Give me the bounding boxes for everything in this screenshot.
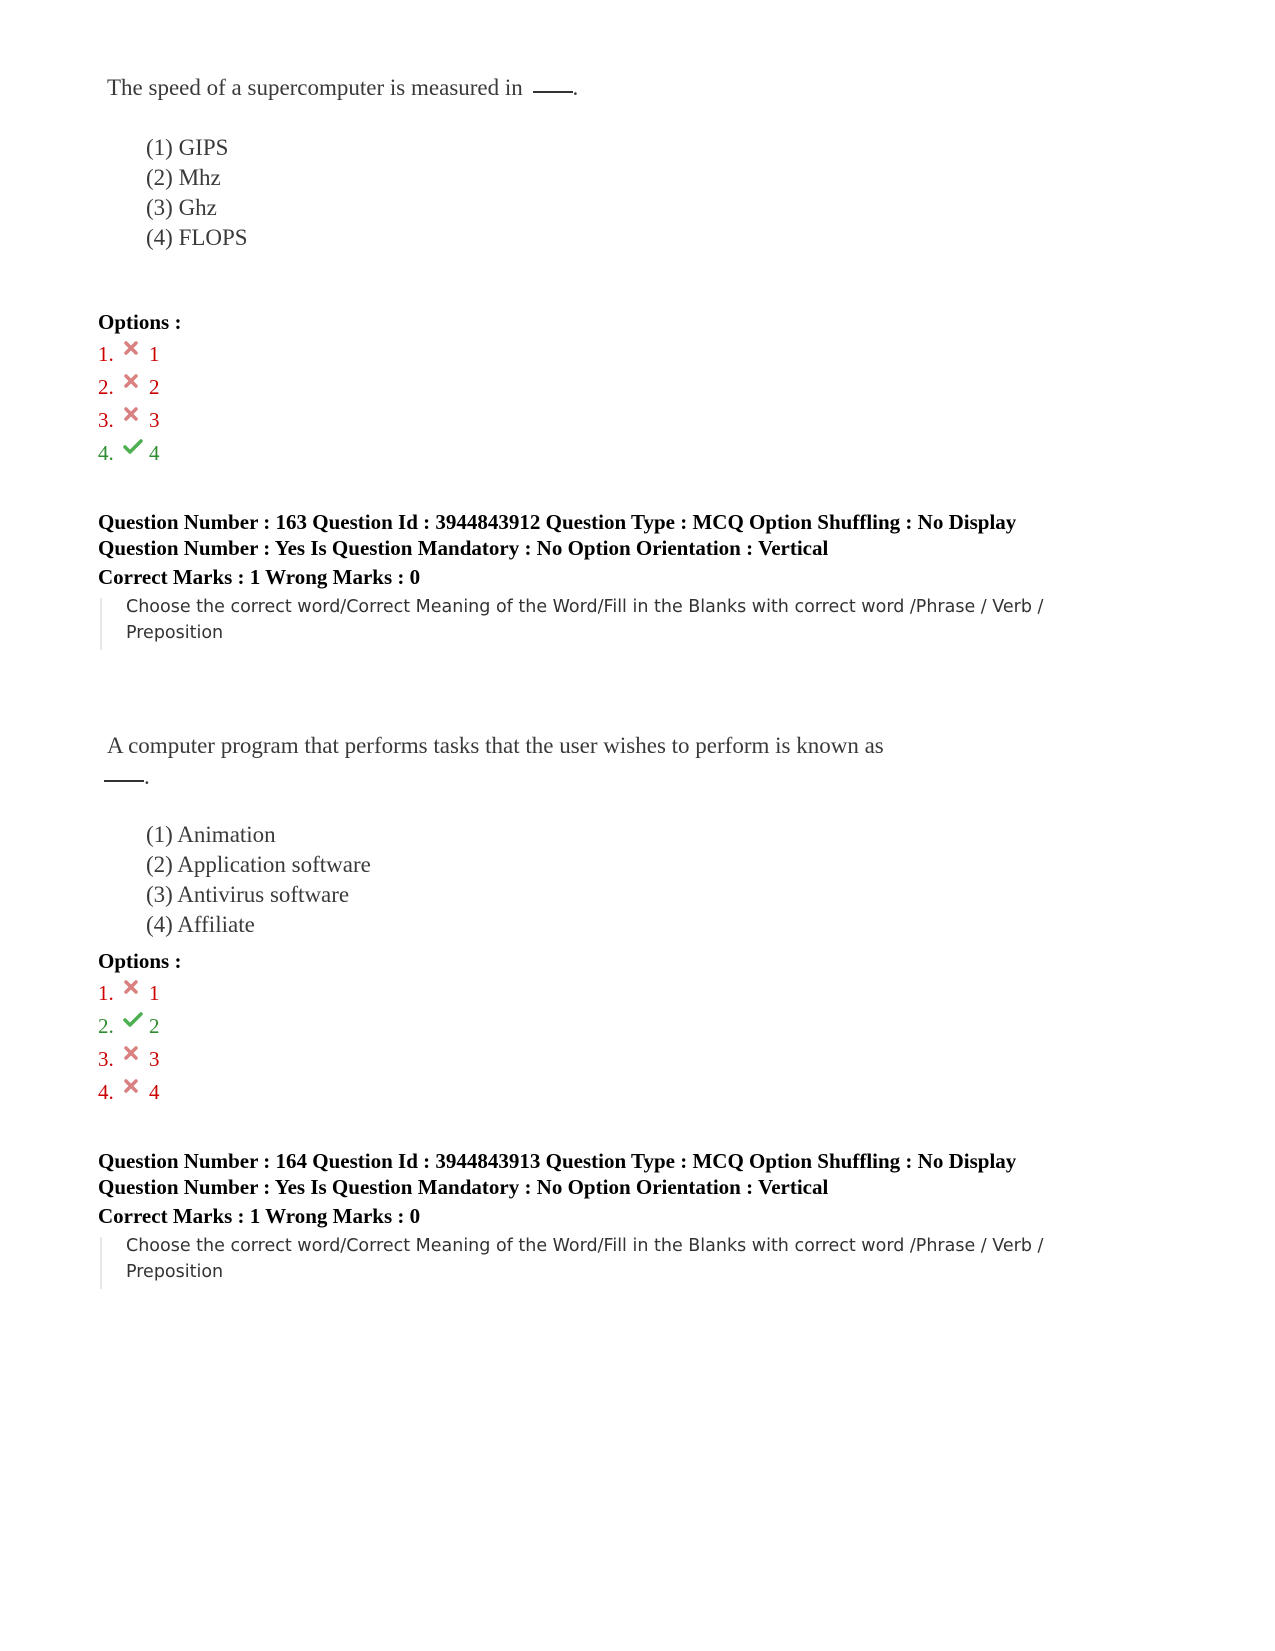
option-row <box>98 1011 160 1041</box>
cross-icon <box>123 979 145 995</box>
option-number: 2. <box>98 1013 114 1038</box>
option-value: 3 <box>149 407 160 432</box>
choice-item: (3) Ghz <box>146 195 217 220</box>
check-icon <box>123 439 145 455</box>
choice-item: (4) FLOPS <box>146 225 248 250</box>
question-stem <box>107 75 578 101</box>
choice-item: (4) Affiliate <box>146 912 255 937</box>
instruction-divider <box>100 1237 102 1289</box>
option-row <box>98 978 160 1008</box>
option-number: 1. <box>98 341 114 366</box>
choice-item: (1) Animation <box>146 822 276 847</box>
choice-item: (2) Application software <box>146 852 371 877</box>
option-row <box>98 405 160 435</box>
instruction-line: Choose the correct word/Correct Meaning of the Word/Fill in the Blanks with correct word /Phrase / Verb / <box>126 597 1044 617</box>
option-value: 1 <box>149 980 160 1005</box>
question-meta-line: Question Number : Yes Is Question Mandatory : No Option Orientation : Vertical <box>98 1175 829 1199</box>
question-meta-line: Question Number : Yes Is Question Mandatory : No Option Orientation : Vertical <box>98 536 829 560</box>
answer-blank <box>104 780 144 782</box>
option-value: 2 <box>149 374 160 399</box>
check-icon <box>123 1012 145 1028</box>
option-row <box>98 339 160 369</box>
instruction-line: Choose the correct word/Correct Meaning of the Word/Fill in the Blanks with correct word /Phrase / Verb / <box>126 1236 1044 1256</box>
instruction-divider <box>100 598 102 650</box>
instruction-text <box>126 594 1086 646</box>
option-number: 1. <box>98 980 114 1005</box>
option-value: 3 <box>149 1046 160 1071</box>
stem-period: . <box>144 764 150 789</box>
question-stem-text: The speed of a supercomputer is measured in <box>107 75 523 100</box>
stem-period: . <box>572 75 579 100</box>
option-value: 4 <box>149 440 160 465</box>
cross-icon <box>123 340 145 356</box>
question-meta-line: Question Number : 163 Question Id : 3944843912 Question Type : MCQ Option Shuffling : No Display <box>98 510 1017 534</box>
options-heading: Options : <box>98 310 182 334</box>
option-number: 2. <box>98 374 114 399</box>
answer-blank <box>533 91 573 93</box>
question-meta <box>98 509 1016 561</box>
cross-icon <box>123 1045 145 1061</box>
marks-line: Correct Marks : 1 Wrong Marks : 0 <box>98 1204 421 1228</box>
choice-item: (3) Antivirus software <box>146 882 350 907</box>
choice-item: (2) Mhz <box>146 165 221 190</box>
instruction-text <box>126 1233 1086 1285</box>
option-value: 1 <box>149 341 160 366</box>
option-number: 4. <box>98 1079 114 1104</box>
option-number: 3. <box>98 407 114 432</box>
option-row <box>98 1044 160 1074</box>
option-number: 3. <box>98 1046 114 1071</box>
instruction-line: Preposition <box>126 1262 224 1282</box>
option-value: 4 <box>149 1079 160 1104</box>
choice-item: (1) GIPS <box>146 135 229 160</box>
option-number: 4. <box>98 440 114 465</box>
answer-blank-line <box>104 764 150 790</box>
option-row <box>98 372 160 402</box>
marks-line: Correct Marks : 1 Wrong Marks : 0 <box>98 565 421 589</box>
question-stem: A computer program that performs tasks that the user wishes to perform is known as <box>107 733 884 758</box>
option-row <box>98 1077 160 1107</box>
cross-icon <box>123 406 145 422</box>
question-choices <box>146 820 371 940</box>
question-meta-line: Question Number : 164 Question Id : 3944843913 Question Type : MCQ Option Shuffling : No Display <box>98 1149 1017 1173</box>
question-choices <box>146 133 248 253</box>
option-value: 2 <box>149 1013 160 1038</box>
cross-icon <box>123 1078 145 1094</box>
cross-icon <box>123 373 145 389</box>
instruction-line: Preposition <box>126 623 224 643</box>
option-row <box>98 438 160 468</box>
question-meta <box>98 1148 1016 1200</box>
options-heading: Options : <box>98 949 182 973</box>
